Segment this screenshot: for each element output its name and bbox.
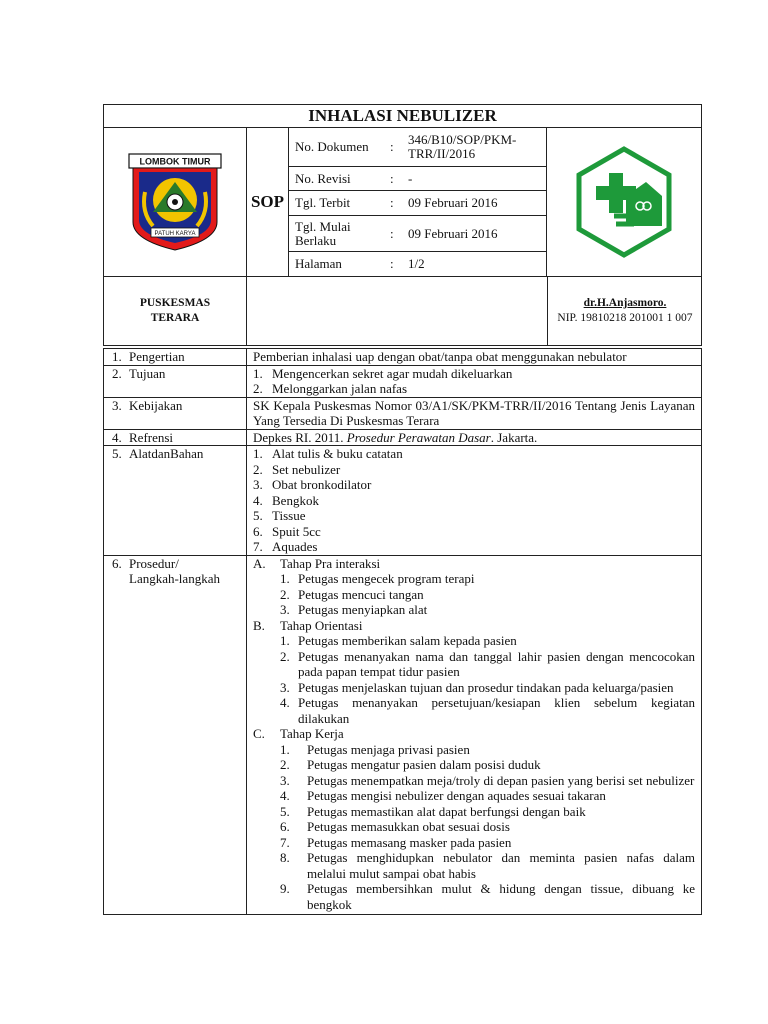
- list-item: 1. Petugas mengecek program terapi: [280, 571, 475, 586]
- row-value: [247, 556, 701, 915]
- meta-label: No. Revisi: [295, 170, 351, 186]
- row-value: [247, 446, 701, 555]
- signer-nip: NIP. 19810218 201001 1 007: [557, 312, 693, 324]
- sop-document: [103, 104, 702, 915]
- meta-separator: :: [390, 256, 394, 271]
- list-item: 1. Mengencerkan sekret agar mudah dikeluarkan: [253, 365, 513, 381]
- row-value: Depkes RI. 2011. Prosedur Perawatan Dasar. Jakarta.: [253, 429, 538, 445]
- row-pengertian: [104, 349, 701, 365]
- row-label: 1. Pengertian: [104, 349, 247, 365]
- puskesmas-line2: TERARA: [150, 312, 200, 324]
- content-table: [103, 348, 702, 915]
- row-label: 4. Refrensi: [104, 430, 247, 446]
- list-item: 1. Petugas memberikan salam kepada pasien: [280, 633, 517, 648]
- section-heading: A. Tahap Pra interaksi: [253, 555, 381, 571]
- empty-cell: [247, 277, 548, 345]
- puskesmas-line1: PUSKESMAS: [139, 297, 211, 309]
- meta-row-terbit: [289, 191, 546, 216]
- sop-label: SOP: [247, 128, 289, 276]
- meta-row-revisi: [289, 167, 546, 191]
- signer-block: [548, 277, 702, 345]
- list-item: 7. Aquades: [253, 539, 318, 554]
- section-heading: B. Tahap Orientasi: [253, 617, 363, 633]
- puskesmas-name: [104, 277, 247, 345]
- meta-label: No. Dokumen: [295, 139, 369, 154]
- row-label: 6. Prosedur/ Langkah-langkah: [104, 556, 247, 915]
- row-label: 5. AlatdanBahan: [104, 446, 247, 555]
- meta-separator: :: [390, 139, 394, 154]
- list-item: 2. Petugas menanyakan nama dan tanggal lahir pasien dengan mencocokan pada papan tempat tidur pasien: [280, 648, 695, 679]
- list-item: 5. Tissue: [253, 508, 306, 523]
- list-item: 8. Petugas menghidupkan nebulator dan meminta pasien nafas dalam melalui mulut sampai obat habis: [280, 850, 695, 881]
- meta-label: Tgl. Mulai Berlaku: [295, 218, 351, 248]
- list-item: 4. Bengkok: [253, 492, 319, 508]
- meta-label: Tgl. Terbit: [295, 195, 351, 210]
- list-item: 4. Petugas menanyakan persetujuan/kesiapan klien sebelum kegiatan dilakukan: [280, 695, 695, 726]
- list-item: 3. Petugas menjelaskan tujuan dan prosedur tindakan pada keluarga/pasien: [280, 679, 674, 695]
- document-meta-table: [289, 128, 547, 276]
- row-alat-bahan: [104, 445, 701, 555]
- meta-label: Halaman: [295, 256, 342, 271]
- row-label: 2. Tujuan: [104, 366, 247, 397]
- list-item: 6. Spuit 5cc: [253, 523, 321, 539]
- list-item: 1. Alat tulis & buku catatan: [253, 446, 403, 461]
- row-kebijakan: [104, 397, 701, 429]
- list-item: 6. Petugas memasukkan obat sesuai dosis: [280, 819, 510, 834]
- row-value: Pemberian inhalasi uap dengan obat/tanpa obat menggunakan nebulator: [253, 349, 627, 364]
- row-label: 3. Kebijakan: [104, 398, 247, 429]
- list-item: 7. Petugas memasang masker pada pasien: [280, 834, 512, 850]
- list-item: 3. Petugas menyiapkan alat: [280, 602, 428, 617]
- signer-name: dr.H.Anjasmoro.: [583, 297, 667, 309]
- list-item: 3. Obat bronkodilator: [253, 477, 372, 492]
- meta-row-dokumen: [289, 128, 546, 167]
- row-refrensi: [104, 429, 701, 446]
- list-item: 3. Petugas menempatkan meja/troly di depan pasien yang berisi set nebulizer: [280, 772, 695, 788]
- list-item: 1. Petugas menjaga privasi pasien: [280, 741, 470, 757]
- list-item: 2. Petugas mencuci tangan: [280, 586, 424, 602]
- meta-value: 09 Februari 2016: [408, 195, 498, 210]
- signature-row: [103, 277, 702, 346]
- section-heading: C. Tahap Kerja: [253, 726, 344, 741]
- meta-value: 1/2: [408, 256, 425, 271]
- lombok-timur-logo-cell: [104, 128, 247, 276]
- list-item: 2. Set nebulizer: [253, 461, 341, 477]
- meta-row-mulai-berlaku: [289, 216, 546, 252]
- lombok-timur-emblem-icon: [127, 152, 223, 252]
- row-value: [247, 366, 701, 397]
- meta-separator: :: [390, 195, 394, 210]
- svg-text:LOMBOK TIMUR: LOMBOK TIMUR: [139, 156, 211, 167]
- row-value: SK Kepala Puskesmas Nomor 03/A1/SK/PKM-TRR/II/2016 Tentang Jenis Layanan Yang Tersedia Di Puskesmas Terara: [253, 397, 695, 428]
- list-item: 5. Petugas memastikan alat dapat berfungsi dengan baik: [280, 803, 586, 819]
- puskesmas-logo-cell: [547, 128, 701, 276]
- meta-value: -: [408, 170, 413, 186]
- list-item: 2. Melonggarkan jalan nafas: [253, 381, 408, 396]
- list-item: 9. Petugas membersihkan mulut & hidung dengan tissue, dibuang ke bengkok: [280, 881, 695, 912]
- header-table: [103, 127, 702, 277]
- list-item: 2. Petugas mengatur pasien dalam posisi duduk: [280, 757, 541, 772]
- meta-separator: :: [390, 170, 394, 186]
- row-tujuan: [104, 365, 701, 397]
- row-prosedur: [104, 555, 701, 915]
- meta-row-halaman: [289, 252, 546, 276]
- list-item: 4. Petugas mengisi nebulizer dengan aquades sesuai takaran: [280, 788, 606, 803]
- meta-value: 346/B10/SOP/PKM-TRR/II/2016: [408, 132, 517, 161]
- meta-value: 09 Februari 2016: [408, 225, 498, 241]
- document-title: INHALASI NEBULIZER: [103, 104, 702, 127]
- svg-text:PATUH KARYA: PATUH KARYA: [154, 231, 196, 237]
- puskesmas-logo-icon: [574, 146, 674, 258]
- meta-separator: :: [390, 225, 394, 241]
